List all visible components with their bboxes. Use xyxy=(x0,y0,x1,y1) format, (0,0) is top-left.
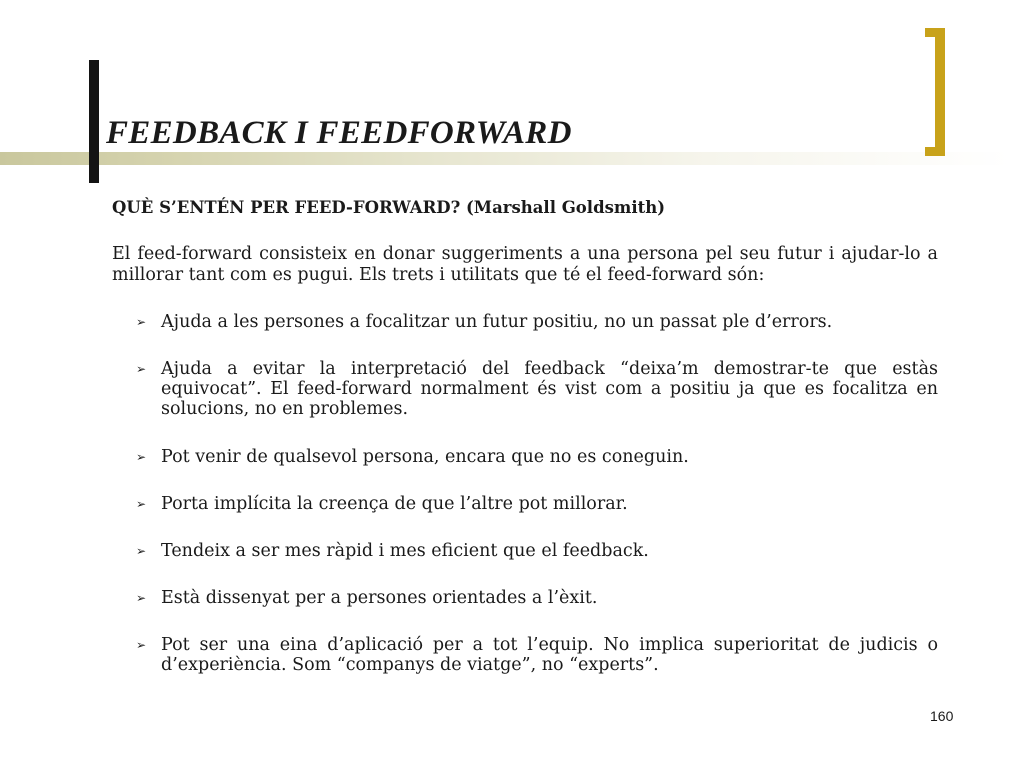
arrow-bullet-icon: ➢ xyxy=(136,591,147,605)
right-bracket-decoration xyxy=(925,28,945,156)
bullet-text: Pot venir de qualsevol persona, encara que no es coneguin. xyxy=(161,447,689,467)
bullet-item xyxy=(136,588,938,608)
bullet-item xyxy=(136,635,938,675)
title-gradient-bar xyxy=(0,152,1010,165)
intro-paragraph: El feed-forward consisteix en donar suggeriments a una persona pel seu futur i ajudar-lo a millorar tant com es pugui. Els trets i utilitats que té el feed-forward són: xyxy=(112,244,938,285)
arrow-bullet-icon: ➢ xyxy=(136,497,147,511)
arrow-bullet-icon: ➢ xyxy=(136,638,147,652)
bullet-item xyxy=(136,447,938,467)
arrow-bullet-icon: ➢ xyxy=(136,544,147,558)
arrow-bullet-icon: ➢ xyxy=(136,450,147,464)
bullet-list xyxy=(136,312,938,675)
page-number: 160 xyxy=(930,708,954,724)
bullet-item xyxy=(136,312,938,332)
bullet-text: Ajuda a evitar la interpretació del feedback “deixa’m demostrar-te que estàs equivocat”. El feed-forward normalment és vist com a positiu ja que es focalitza en solucions, no en problemes. xyxy=(161,359,938,419)
bullet-text: Està dissenyat per a persones orientades a l’èxit. xyxy=(161,588,598,608)
bullet-text: Pot ser una eina d’aplicació per a tot l’equip. No implica superioritat de judicis o d’experiència. Som “companys de viatge”, no “experts”. xyxy=(161,635,938,675)
bullet-item xyxy=(136,494,938,514)
bullet-text: Tendeix a ser mes ràpid i mes eficient que el feedback. xyxy=(161,541,649,561)
bullet-text: Porta implícita la creença de que l’altre pot millorar. xyxy=(161,494,628,514)
bullet-text: Ajuda a les persones a focalitzar un futur positiu, no un passat ple d’errors. xyxy=(161,312,833,332)
arrow-bullet-icon: ➢ xyxy=(136,362,147,376)
bullet-item xyxy=(136,359,938,419)
slide-title: FEEDBACK I FEEDFORWARD xyxy=(106,115,572,151)
left-bracket-decoration xyxy=(89,60,99,183)
arrow-bullet-icon: ➢ xyxy=(136,315,147,329)
bullet-item xyxy=(136,541,938,561)
slide-subtitle: QUÈ S’ENTÉN PER FEED-FORWARD? (Marshall Goldsmith) xyxy=(112,198,666,217)
